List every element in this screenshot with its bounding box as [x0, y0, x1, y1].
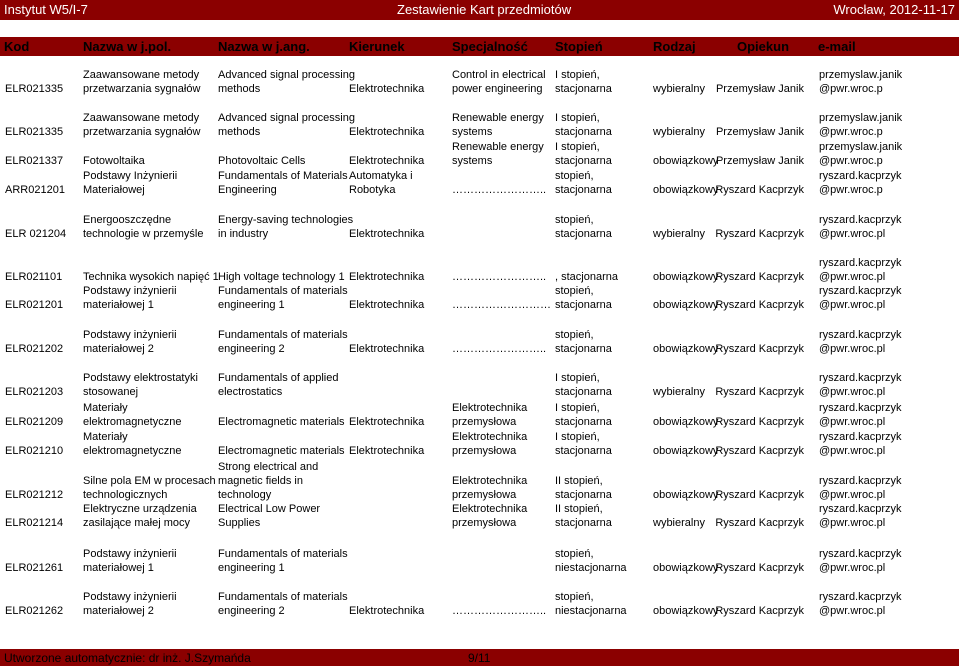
- cell-opiekun: Ryszard Kacprzyk: [715, 445, 804, 457]
- cell-nazwa-pl: Materiały elektromagnetyczne: [83, 402, 182, 428]
- cell-opiekun: Ryszard Kacprzyk: [715, 416, 804, 428]
- cell-opiekun: Ryszard Kacprzyk: [715, 343, 804, 355]
- cell-kierunek: Elektrotechnika: [349, 271, 425, 283]
- cell-nazwa-ang: Fundamentals of materials engineering 1: [218, 548, 348, 574]
- cell-nazwa-pl: Technika wysokich napięć 1: [83, 271, 219, 283]
- cell-email: przemyslaw.janik @pwr.wroc.p: [819, 69, 903, 95]
- cell-kierunek: Elektrotechnika: [349, 343, 425, 355]
- cell-email: przemyslaw.janik @pwr.wroc.p: [819, 141, 903, 167]
- cell-nazwa-pl: Elektryczne urządzenia zasilające małej mocy: [83, 503, 197, 529]
- cell-specjalnosc: Elektrotechnika przemysłowa: [452, 431, 528, 457]
- cell-stopien: stopień, stacjonarna: [555, 329, 612, 355]
- cell-nazwa-pl: Materiały elektromagnetyczne: [83, 431, 182, 457]
- cell-stopien: II stopień, stacjonarna: [555, 475, 612, 501]
- col-specjalnosc: Specjalność: [452, 39, 528, 54]
- cell-rodzaj: obowiązkowy: [653, 155, 719, 167]
- cell-kod: ELR021203: [5, 386, 64, 398]
- cell-email: ryszard.kacprzyk @pwr.wroc.pl: [819, 548, 902, 574]
- cell-nazwa-pl: Zaawansowane metody przetwarzania sygnałów: [83, 112, 201, 138]
- cell-email: ryszard.kacprzyk @pwr.wroc.p: [819, 170, 902, 196]
- cell-stopien: I stopień, stacjonarna: [555, 112, 612, 138]
- cell-email: ryszard.kacprzyk @pwr.wroc.pl: [819, 329, 902, 355]
- cell-rodzaj: obowiązkowy: [653, 416, 719, 428]
- cell-rodzaj: obowiązkowy: [653, 271, 719, 283]
- cell-kod: ELR021201: [5, 299, 64, 311]
- cell-stopien: I stopień, stacjonarna: [555, 431, 612, 457]
- cell-specjalnosc: Renewable energy systems: [452, 112, 544, 138]
- cell-stopien: stopień, niestacjonarna: [555, 548, 627, 574]
- cell-rodzaj: wybieralny: [653, 386, 705, 398]
- footer-author: Utworzone automatycznie: dr inż. J.Szymańda: [4, 651, 251, 665]
- cell-nazwa-ang: Advanced signal processing methods: [218, 69, 355, 95]
- cell-nazwa-pl: Energooszczędne technologie w przemyśle: [83, 214, 204, 240]
- cell-nazwa-pl: Zaawansowane metody przetwarzania sygnałów: [83, 69, 201, 95]
- cell-kod: ELR021212: [5, 489, 64, 501]
- cell-nazwa-ang: Electrical Low Power Supplies: [218, 503, 321, 529]
- cell-rodzaj: wybieralny: [653, 126, 705, 138]
- cell-email: ryszard.kacprzyk @pwr.wroc.pl: [819, 257, 902, 283]
- cell-kierunek: Elektrotechnika: [349, 445, 425, 457]
- cell-kod: ELR 021204: [5, 228, 67, 240]
- cell-nazwa-ang: Fundamentals of applied electrostatics: [218, 372, 339, 398]
- col-kod: Kod: [4, 39, 30, 54]
- cell-specjalnosc: Elektrotechnika przemysłowa: [452, 475, 528, 501]
- cell-nazwa-pl: Podstawy inżynierii materiałowej 2: [83, 329, 177, 355]
- cell-rodzaj: wybieralny: [653, 83, 705, 95]
- cell-nazwa-ang: Energy-saving technologies in industry: [218, 214, 354, 240]
- cell-nazwa-ang: Fundamentals of materials engineering 2: [218, 591, 348, 617]
- cell-nazwa-pl: Podstawy elektrostatyki stosowanej: [83, 372, 198, 398]
- cell-stopien: I stopień, stacjonarna: [555, 69, 612, 95]
- cell-email: ryszard.kacprzyk @pwr.wroc.pl: [819, 402, 902, 428]
- cell-nazwa-ang: Strong electrical and magnetic fields in technology: [218, 461, 319, 501]
- cell-nazwa-pl: Podstawy inżynierii materiałowej 1: [83, 285, 177, 311]
- cell-email: ryszard.kacprzyk @pwr.wroc.pl: [819, 214, 902, 240]
- cell-specjalnosc: ……………………..: [452, 271, 547, 283]
- cell-kod: ELR021337: [5, 155, 64, 167]
- cell-nazwa-pl: Silne pola EM w procesach technologicznych: [83, 475, 216, 501]
- cell-specjalnosc: ……………………..: [452, 184, 547, 196]
- cell-opiekun: Przemysław Janik: [715, 126, 804, 138]
- cell-rodzaj: obowiązkowy: [653, 343, 719, 355]
- cell-rodzaj: obowiązkowy: [653, 562, 719, 574]
- col-nazwa-pl: Nazwa w j.pol.: [83, 39, 172, 54]
- cell-email: ryszard.kacprzyk @pwr.wroc.pl: [819, 285, 902, 311]
- cell-nazwa-ang: Electromagnetic materials: [218, 445, 345, 457]
- document-title: Zestawienie Kart przedmiotów: [397, 2, 572, 17]
- cell-nazwa-ang: Electromagnetic materials: [218, 416, 345, 428]
- cell-opiekun: Przemysław Janik: [715, 155, 804, 167]
- col-nazwa-ang: Nazwa w j.ang.: [218, 39, 310, 54]
- cell-nazwa-ang: High voltage technology 1: [218, 271, 345, 283]
- col-email: e-mail: [818, 39, 856, 54]
- cell-stopien: I stopień, stacjonarna: [555, 141, 612, 167]
- cell-stopien: II stopień, stacjonarna: [555, 503, 612, 529]
- col-stopien: Stopień: [555, 39, 603, 54]
- cell-kod: ELR021209: [5, 416, 64, 428]
- cell-email: ryszard.kacprzyk @pwr.wroc.pl: [819, 372, 902, 398]
- cell-kod: ELR021335: [5, 83, 64, 95]
- cell-opiekun: Ryszard Kacprzyk: [715, 562, 804, 574]
- cell-specjalnosc: ……………………..: [452, 605, 547, 617]
- cell-kod: ELR021335: [5, 126, 64, 138]
- cell-opiekun: Ryszard Kacprzyk: [715, 605, 804, 617]
- cell-kierunek: Elektrotechnika: [349, 83, 425, 95]
- col-opiekun: Opiekun: [737, 39, 790, 54]
- cell-stopien: stopień, stacjonarna: [555, 285, 612, 311]
- cell-opiekun: Ryszard Kacprzyk: [715, 386, 804, 398]
- col-kierunek: Kierunek: [349, 39, 405, 54]
- cell-rodzaj: obowiązkowy: [653, 605, 719, 617]
- cell-kierunek: Elektrotechnika: [349, 416, 425, 428]
- cell-nazwa-ang: Photovoltaic Cells: [218, 155, 306, 167]
- cell-stopien: stopień, niestacjonarna: [555, 591, 627, 617]
- institute-name: Instytut W5/I-7: [4, 2, 88, 17]
- cell-specjalnosc: Renewable energy systems: [452, 141, 544, 167]
- cell-kierunek: Automatyka i Robotyka: [349, 170, 413, 196]
- cell-stopien: , stacjonarna: [555, 271, 618, 283]
- cell-specjalnosc: ……………………..: [452, 343, 547, 355]
- cell-specjalnosc: Elektrotechnika przemysłowa: [452, 503, 528, 529]
- cell-email: ryszard.kacprzyk @pwr.wroc.pl: [819, 591, 902, 617]
- cell-specjalnosc: Control in electrical power engineering: [452, 69, 546, 95]
- cell-nazwa-ang: Advanced signal processing methods: [218, 112, 355, 138]
- cell-opiekun: Ryszard Kacprzyk: [715, 517, 804, 529]
- cell-kierunek: Elektrotechnika: [349, 126, 425, 138]
- cell-kierunek: Elektrotechnika: [349, 605, 425, 617]
- cell-nazwa-ang: Fundamentals of Materials Engineering: [218, 170, 348, 196]
- cell-email: przemyslaw.janik @pwr.wroc.p: [819, 112, 903, 138]
- cell-nazwa-ang: Fundamentals of materials engineering 1: [218, 285, 348, 311]
- cell-kierunek: Elektrotechnika: [349, 155, 425, 167]
- col-rodzaj: Rodzaj: [653, 39, 696, 54]
- cell-opiekun: Ryszard Kacprzyk: [715, 228, 804, 240]
- cell-opiekun: Ryszard Kacprzyk: [715, 489, 804, 501]
- cell-kod: ARR021201: [5, 184, 65, 196]
- cell-stopien: I stopień, stacjonarna: [555, 372, 612, 398]
- cell-opiekun: Ryszard Kacprzyk: [715, 271, 804, 283]
- cell-nazwa-pl: Fotowoltaika: [83, 155, 145, 167]
- top-bar: [0, 0, 959, 20]
- place-date: Wrocław, 2012-11-17: [833, 2, 955, 17]
- cell-kod: ELR021214: [5, 517, 64, 529]
- cell-kod: ELR021210: [5, 445, 64, 457]
- cell-nazwa-pl: Podstawy inżynierii materiałowej 2: [83, 591, 177, 617]
- cell-opiekun: Ryszard Kacprzyk: [715, 299, 804, 311]
- cell-nazwa-pl: Podstawy Inżynierii Materiałowej: [83, 170, 178, 196]
- cell-email: ryszard.kacprzyk @pwr.wroc.pl: [819, 475, 902, 501]
- cell-email: ryszard.kacprzyk @pwr.wroc.pl: [819, 431, 902, 457]
- cell-kod: ELR021202: [5, 343, 64, 355]
- cell-email: ryszard.kacprzyk @pwr.wroc.pl: [819, 503, 902, 529]
- cell-kierunek: Elektrotechnika: [349, 299, 425, 311]
- cell-specjalnosc: ………………………: [452, 299, 551, 311]
- cell-kierunek: Elektrotechnika: [349, 228, 425, 240]
- cell-opiekun: Przemysław Janik: [715, 83, 804, 95]
- cell-opiekun: Ryszard Kacprzyk: [715, 184, 804, 196]
- cell-rodzaj: wybieralny: [653, 228, 705, 240]
- cell-stopien: I stopień, stacjonarna: [555, 402, 612, 428]
- cell-kod: ELR021261: [5, 562, 64, 574]
- cell-stopien: stopień, stacjonarna: [555, 214, 612, 240]
- cell-stopien: stopień, stacjonarna: [555, 170, 612, 196]
- cell-specjalnosc: Elektrotechnika przemysłowa: [452, 402, 528, 428]
- cell-rodzaj: wybieralny: [653, 517, 705, 529]
- cell-nazwa-pl: Podstawy inżynierii materiałowej 1: [83, 548, 177, 574]
- cell-rodzaj: obowiązkowy: [653, 299, 719, 311]
- table-header: [0, 37, 959, 56]
- cell-kod: ELR021262: [5, 605, 64, 617]
- cell-rodzaj: obowiązkowy: [653, 445, 719, 457]
- cell-kod: ELR021101: [5, 271, 63, 283]
- cell-rodzaj: obowiązkowy: [653, 184, 719, 196]
- cell-nazwa-ang: Fundamentals of materials engineering 2: [218, 329, 348, 355]
- footer-bar: [0, 649, 959, 666]
- footer-page-number: 9/11: [468, 651, 491, 665]
- cell-rodzaj: obowiązkowy: [653, 489, 719, 501]
